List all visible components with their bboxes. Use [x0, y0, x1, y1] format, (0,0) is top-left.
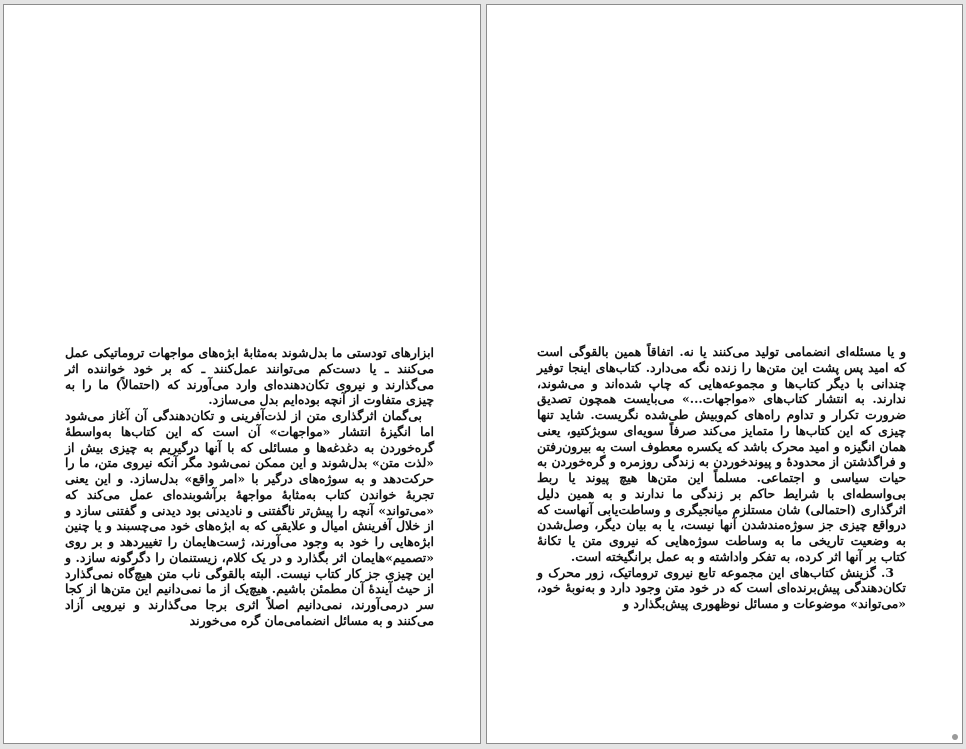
right-paragraph-2-text: گزینش کتاب‌های این مجموعه تابع نیروی تروماتیک، زور محرک و تکان‌دهندگی پیش‌برنده‌ای است که در خود متن وجود دارد و به‌نوبهٔ خود، «می‌تواند» موضوعات و مسائل نوظهوری پیش‌بگذارد و [537, 564, 906, 611]
left-page-text [65, 345, 434, 629]
left-page [3, 4, 481, 744]
left-paragraph-1: ابزارهای تودستی ما بدل‌شوند به‌مثابهٔ ابژه‌های مواجهات تروماتیکی عمل می‌کنند ـ یا دست‌کم می‌توانند عمل‌کنند ـ که بر خود خواننده اثر می‌گذارند و نیروی تکان‌دهنده‌ای وارد می‌آورند که (احتمالاً) ما را به چیزی متفاوت از آنچه بوده‌ایم بدل می‌سازد. [65, 345, 434, 408]
right-page [486, 4, 963, 744]
right-paragraph-1: و یا مسئله‌ای انضمامی تولید می‌کنند یا نه. اتفاقاً همین بالقوگی است که امید پس پشت این متن‌ها را زنده نگه می‌دارد. کتاب‌های اینجا توفیر چندانی با دیگر کتاب‌ها و مجموعه‌هایی که چاپ شده‌اند و می‌شوند، ندارند. به انتشار کتاب‌های «مواجهات...» می‌بایست همچون تصدیق ضرورت تکرار و تداوم راه‌های کم‌وبیش طی‌شده نگریست. شاید تنها چیزی که این کتاب‌ها را متمایز می‌کند صرفاً سویه‌ای سوبژکتیو، یعنی همان انگیزه و امید محرک باشد که یکسره معطوف است به بیرون‌رفتن و فراگذشتن از محدودهٔ و پیوندخوردن به زندگی روزمره و گره‌خوردن به حیات سیاسی و اجتماعی. مسلماً این متن‌ها هیچ پیوند یا ربط بی‌واسطه‌ای با شرایط حاکم بر زندگی ما ندارند و به همین دلیل اثرگذاری (احتمالی) شان مستلزم میانجیگری و وساطت‌یابی آنهاست که درواقع چیزی جز سوژه‌مندشدن آنها نیست، یا به بیان دیگر، وصل‌شدن به وضعیت تاریخی ما به وساطت سوژه‌هایی که نیروی متن یا تکانهٔ کتاب بر آنها اثر کرده، به تفکر واداشته و به عمل برانگیخته است. [537, 344, 906, 564]
scan-dot [952, 734, 958, 740]
right-page-text [537, 344, 906, 612]
section-number: 3. [881, 564, 894, 580]
right-paragraph-2 [537, 565, 906, 612]
left-paragraph-2: بی‌گمان اثرگذاری متن از لذت‌آفرینی و تکان‌دهندگی آن آغاز می‌شود اما انگیزهٔ انتشار «مواجهات» آن است که این کتاب‌ها به‌واسطهٔ گره‌خوردن به دغدغه‌ها و مسائلی که با آنها درگیریم به چیزی بیش از «لذت متن» بدل‌شوند و این ممکن نمی‌شود مگر آنکه نیروی متن، ما را حرکت‌دهد و به سوژه‌های درگیر با «امر واقع» بدل‌سازد. و این یعنی تجربهٔ خواندن کتاب به‌مثابهٔ مواجههٔ برآشوبنده‌ای عمل می‌کند که «می‌تواند» آنچه را پیش‌تر ناگفتنی و نادیدنی بود دیدنی و گفتنی سازد و از خلال آفرینش امیال و علایقی که به ابژه‌های خود می‌چسبند و یا چنین ابژه‌هایی را خود به وجود می‌آورند، ژست‌هایمان را تغییردهد و بر روی «تصمیم»هایمان اثر بگذارد و در یک کلام، زیستنمان را دگرگونه سازد. و این چیزی جز کار کتاب نیست. البته بالقوگی ناب متن هیچ‌گاه نمی‌گذارد از حیث آیندهٔ آن مطمئن باشیم. هیچ‌یک از ما نمی‌دانیم این متن‌ها از کجا سر درمی‌آورند، نمی‌دانیم اصلاً اثری برجا می‌گذارند و نیرویی آزاد می‌کنند و به مسائل انضمامی‌مان گره می‌خورند [65, 408, 434, 628]
